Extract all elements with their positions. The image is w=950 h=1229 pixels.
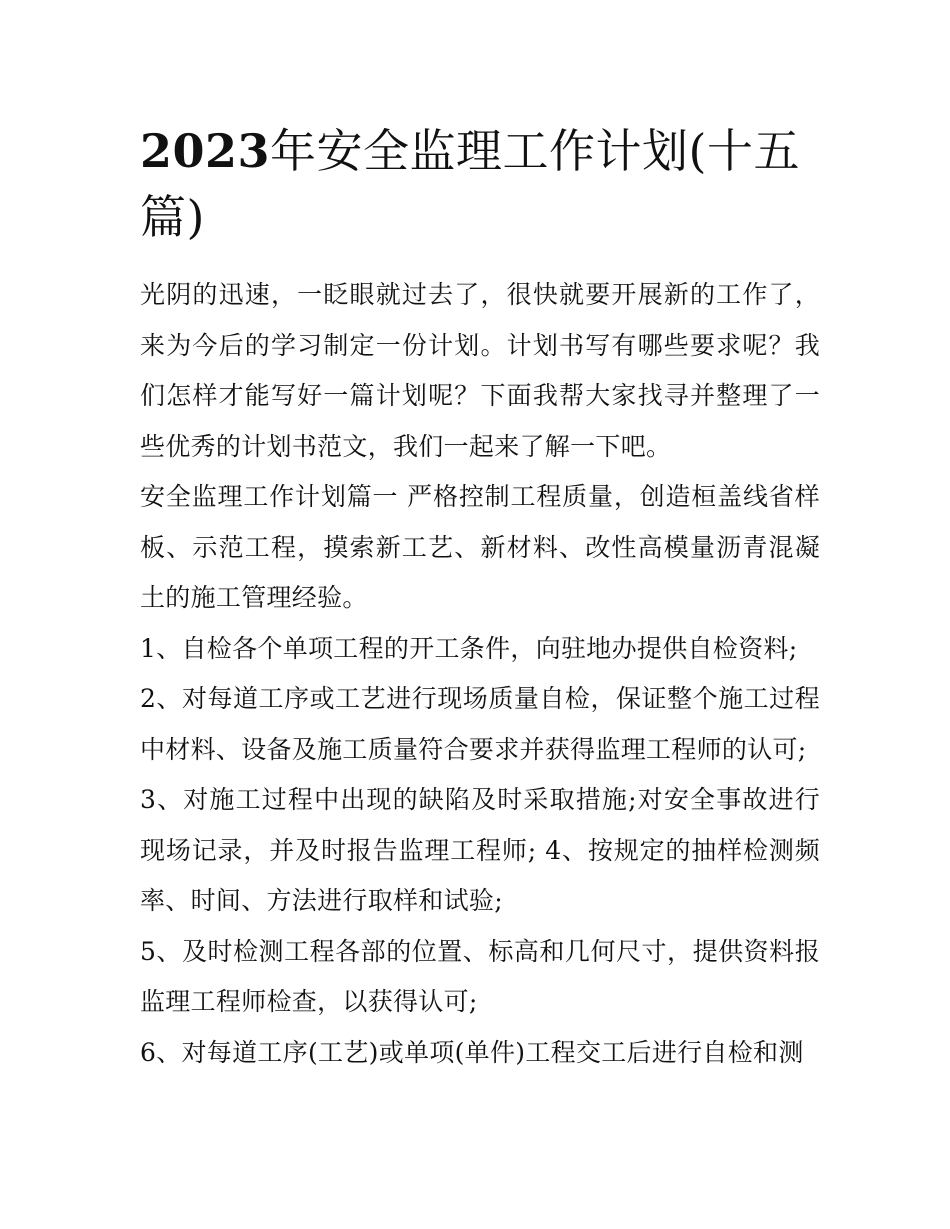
title-text: 年安全监理工作计划(十五篇) xyxy=(140,124,800,244)
list-item-6: 6、对每道工序(工艺)或单项(单件)工程交工后进行自检和测 xyxy=(140,1037,804,1067)
list-item-2: 2、对每道工序或工艺进行现场质量自检，保证整个施工过程中材料、设备及施工质量符合要求并获得监理工程师的认可; xyxy=(140,684,820,764)
title-year: 2023 xyxy=(140,124,271,178)
list-item-5: 5、及时检测工程各部的位置、标高和几何尺寸，提供资料报监理工程师检查，以获得认可; xyxy=(140,936,820,1016)
document-title xyxy=(140,118,820,250)
list-item-1: 1、自检各个单项工程的开工条件，向驻地办提供自检资料; xyxy=(140,633,798,663)
document-page xyxy=(140,118,820,1078)
intro-paragraph: 光阴的迅速，一眨眼就过去了，很快就要开展新的工作了，来为今后的学习制定一份计划。计划书写有哪些要求呢？我们怎样才能写好一篇计划呢？下面我帮大家找寻并整理了一些优秀的计划书范文，我们一起来了解一下吧。 xyxy=(140,280,820,461)
section-one-paragraph: 安全监理工作计划篇一 严格控制工程质量，创造桓盖线省样板、示范工程，摸索新工艺、新材料、改性高模量沥青混凝土的施工管理经验。 xyxy=(140,482,820,612)
list-item-3: 3、对施工过程中出现的缺陷及时采取措施;对安全事故进行现场记录，并及时报告监理工程师; 4、按规定的抽样检测频率、时间、方法进行取样和试验; xyxy=(140,785,820,915)
document-body xyxy=(140,270,820,1078)
